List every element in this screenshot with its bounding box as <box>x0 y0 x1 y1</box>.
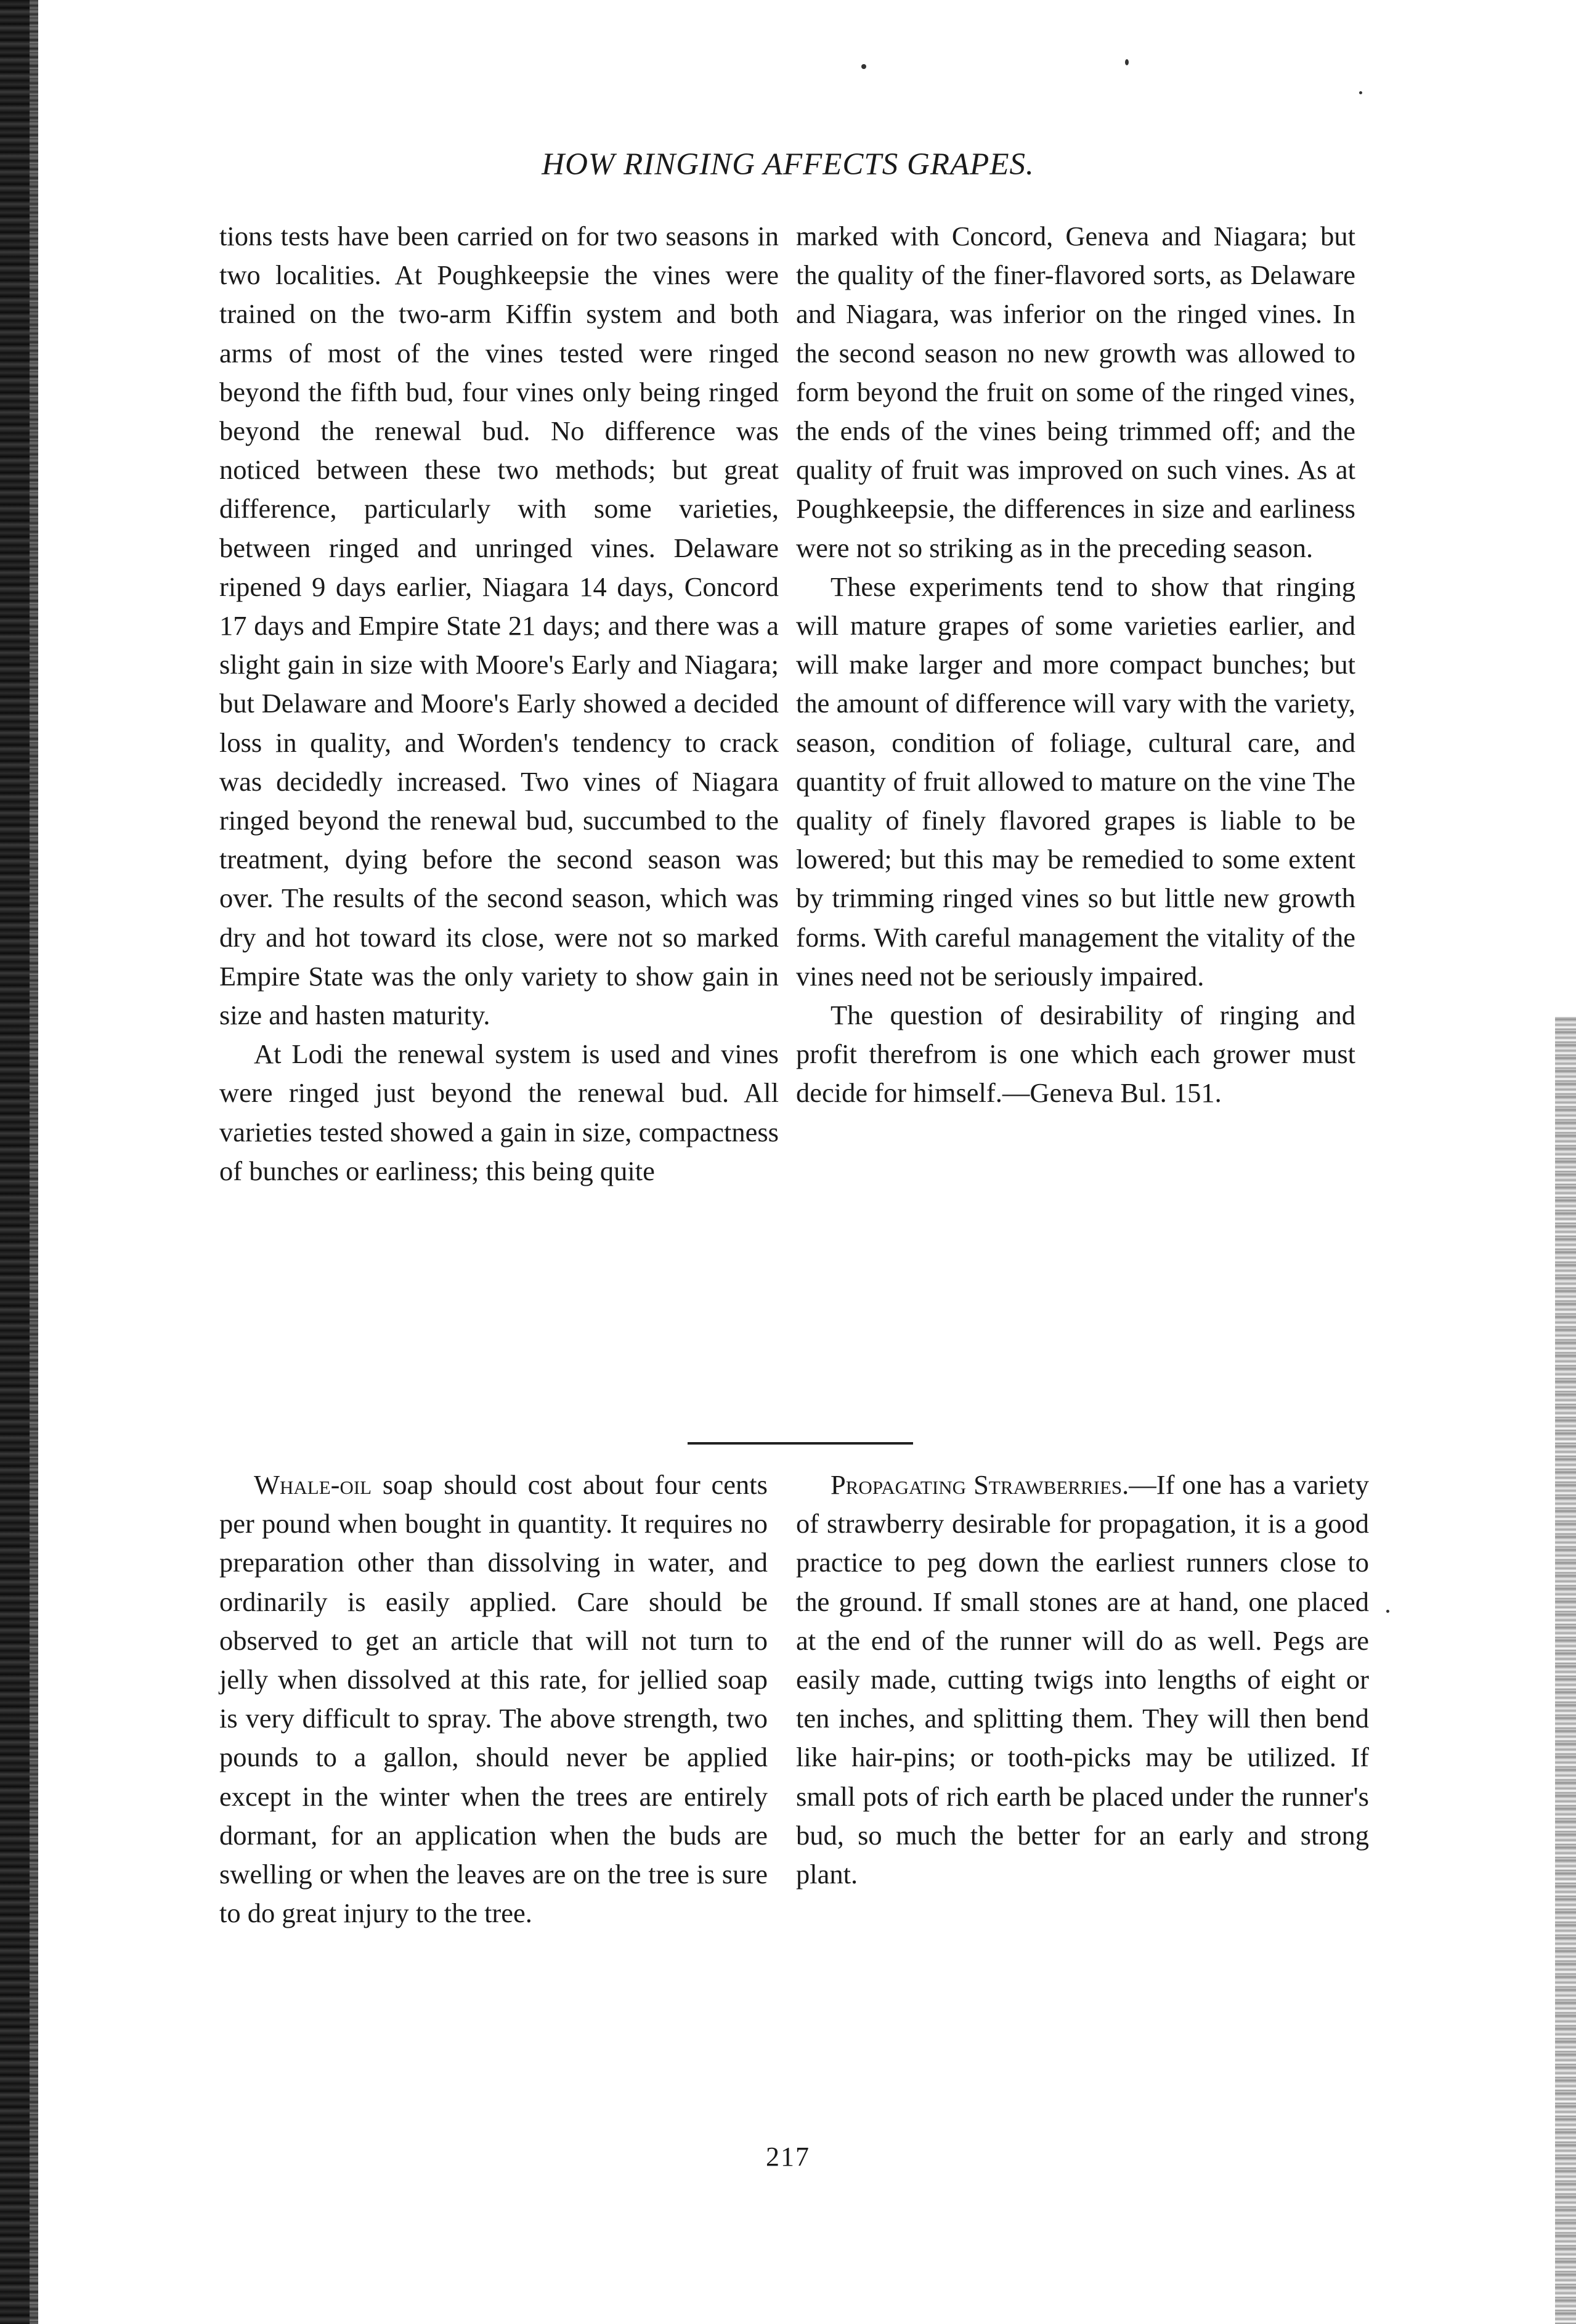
note-lead-in: Propagating Strawberries. <box>831 1469 1129 1500</box>
grapes-article-right-column <box>796 217 1355 1113</box>
paragraph: The question of desirability of ringing and profit therefrom is one which each grower must decide for himself.—Geneva Bul. 151. <box>796 1000 1355 1109</box>
scan-binding-edge <box>0 0 38 2324</box>
paragraph: marked with Concord, Geneva and Niagara; but the quality of the finer-flavored sorts, as Delaware and Niagara, was inferior on the ringed vines. In the second season no new growth was allowed to form beyond the fruit on some of the ringed vines, the ends of the vines being trimmed off; and the quality of fruit was improved on such vines. As at Poughkeepsie, the differences in size and earliness were not so striking as in the preceding season. <box>796 221 1355 563</box>
note-lead-in: Whale-oil <box>254 1469 372 1500</box>
note-body: —If one has a variety of strawberry desirable for propagation, it is a good practice to peg down the earliest runners close to the ground. If small stones are at hand, one placed at the end of the runner will do as well. Pegs are easily made, cutting twigs into lengths of eight or ten inches, and splitting them. They will then bend like hair-pins; or tooth-picks may be utilized. If small pots of rich earth be placed under the runner's bud, so much the better for an early and strong plant. <box>796 1469 1369 1890</box>
running-head: HOW RINGING AFFECTS GRAPES. <box>542 147 1034 182</box>
scan-speck <box>861 64 866 69</box>
paragraph: At Lodi the renewal system is used and vines were ringed just beyond the renewal bud. All varieties tested showed a gain in size, compactness of bunches or earliness; this being quite <box>219 1038 779 1186</box>
whale-oil-note <box>219 1466 768 1933</box>
section-divider <box>688 1442 913 1445</box>
strawberries-note <box>796 1466 1369 1894</box>
page-number: 217 <box>766 2142 810 2172</box>
paragraph <box>796 1466 1369 1894</box>
scan-speck <box>1125 59 1129 65</box>
scan-speck <box>1386 1610 1389 1613</box>
scan-right-edge <box>1555 1017 1576 2324</box>
grapes-article-left-column <box>219 217 779 1191</box>
scan-speck <box>1359 91 1362 94</box>
paragraph: These experiments tend to show that ringing will mature grapes of some varieties earlier, and will make larger and more compact bunches; but the amount of difference will vary with the variety, season, condition of foliage, cultural care, and quantity of fruit allowed to mature on the vine The quality of finely flavored grapes is liable to be lowered; but this may be remedied to some extent by trimming ringed vines so but little new growth forms. With careful management the vitality of the vines need not be seriously impaired. <box>796 571 1355 992</box>
paragraph <box>219 1466 768 1933</box>
note-body: soap should cost about four cents per pound when bought in quantity. It requires no preparation other than dissolving in water, and ordinarily is easily applied. Care should be observed to get an article that will not turn to jelly when dissolved at this rate, for jellied soap is very difficult to spray. The above strength, two pounds to a gallon, should never be applied except in the winter when the trees are entirely dormant, for an application when the buds are swelling or when the leaves are on the tree is sure to do great injury to the tree. <box>219 1469 768 1929</box>
paragraph: tions tests have been carried on for two seasons in two localities. At Poughkeepsie the vines were trained on the two-arm Kiffin system and both arms of most of the vines tested were ringed beyond the fifth bud, four vines only being ringed beyond the renewal bud. No difference was noticed between these two methods; but great difference, particularly with some varieties, between ringed and unringed vines. Delaware ripened 9 days earlier, Niagara 14 days, Concord 17 days and Empire State 21 days; and there was a slight gain in size with Moore's Early and Niagara; but Delaware and Moore's Early showed a decided loss in quality, and Worden's tendency to crack was decidedly increased. Two vines of Niagara ringed beyond the renewal bud, succumbed to the treatment, dying before the second season was over. The results of the second season, which was dry and hot toward its close, were not so marked Empire State was the only variety to show gain in size and hasten maturity. <box>219 221 779 1031</box>
